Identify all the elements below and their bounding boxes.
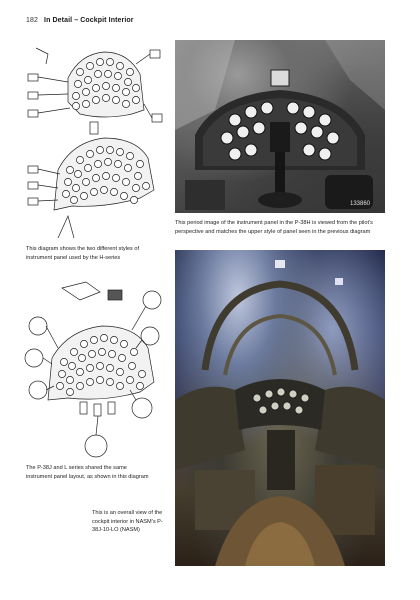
diagram-drawing (24, 278, 164, 460)
caption-diagram-top: This diagram shows the two different styles of instrument panel used by the H-series (26, 246, 140, 261)
photo-rendering (175, 250, 385, 566)
caption-diagram-bottom: The P-38J and L series shared the same instrument panel layout, as shown in this diagram (26, 465, 149, 480)
photo-stencil-number: 133860 (350, 201, 371, 207)
diagram-drawing (24, 40, 164, 240)
running-header (26, 17, 134, 24)
period-photo-p38h-instrument-panel (175, 40, 385, 213)
instrument-panel-diagram-j-l-series (24, 278, 164, 460)
page-number: 182 (26, 17, 38, 24)
cockpit-interior-photo-nasm (175, 250, 385, 566)
page-title: In Detail – Cockpit Interior (44, 17, 134, 24)
instrument-panel-diagram-h-series (24, 40, 164, 240)
caption-photo-top: This period image of the instrument panel in the P-38H is viewed from the pilot’s perspective and matches the upper style of panel seen in the previous diagram (175, 220, 373, 235)
caption-photo-bottom: This is an overall view of the cockpit interior in NASM’s P-38J-10-LO (NASM) (92, 510, 163, 534)
photo-rendering (175, 40, 385, 213)
